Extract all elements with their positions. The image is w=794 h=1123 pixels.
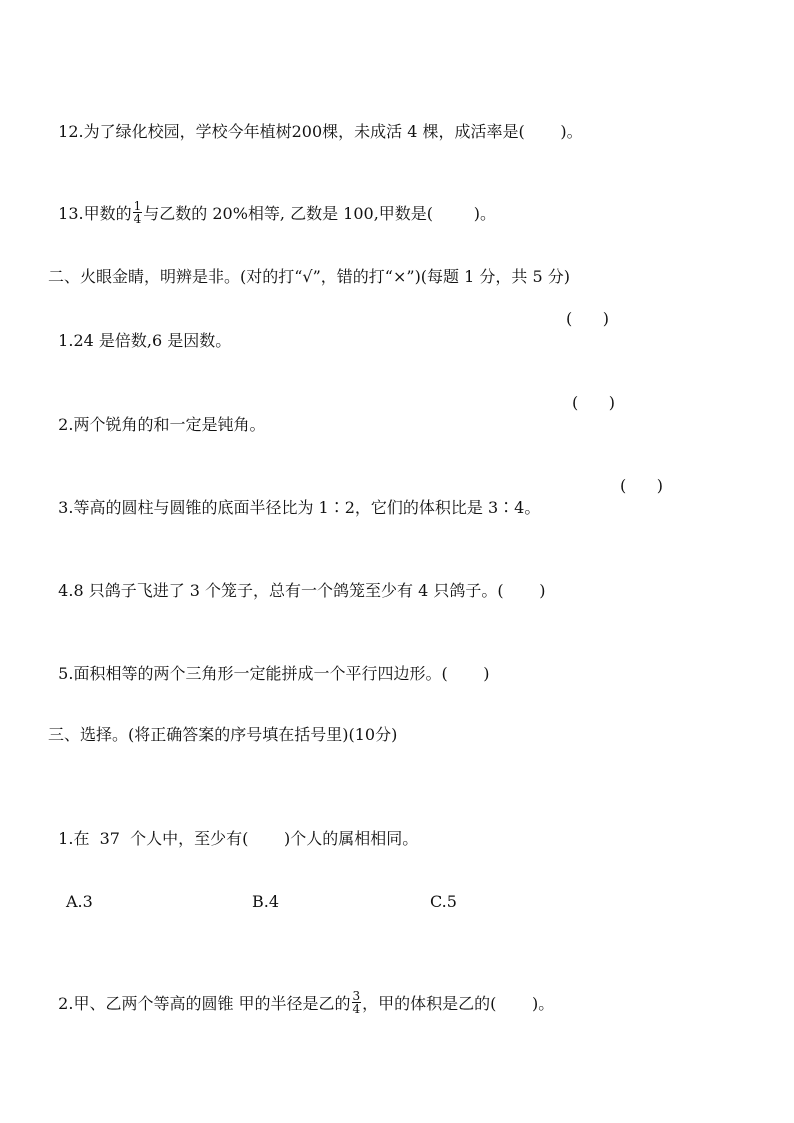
s2-item-1-text: 1.24 是倍数,6 是因数。 (58, 331, 232, 350)
s3-q2-before: 2.甲、乙两个等高的圆锥 甲的半径是乙的 (58, 994, 351, 1013)
s2-item-2-text: 2.两个锐角的和一定是钝角。 (58, 415, 266, 434)
section2-heading: 二、火眼金睛，明辨是非。(对的打“√”，错的打“×”)(每题 1 分，共 5 分) (48, 267, 570, 286)
option-b[interactable]: B.4 (252, 892, 280, 911)
s3-q2-fraction (352, 990, 362, 1015)
q12 (48, 99, 583, 143)
s3-q1-options (0, 891, 794, 913)
q13-before: 13.甲数的 (58, 204, 132, 223)
s2-item-4 (48, 558, 546, 602)
section3-heading: 三、选择。(将正确答案的序号填在括号里)(10分) (48, 725, 398, 744)
s2-item-5-text: 5.面积相等的两个三角形一定能拼成一个平行四边形。( ) (58, 664, 490, 683)
q13 (48, 180, 496, 227)
s2-item-4-text: 4.8 只鸽子飞进了 3 个笼子，总有一个鸽笼至少有 4 只鸽子。( ) (58, 581, 546, 600)
s2-item-1 (48, 308, 609, 374)
q13-fraction (133, 200, 143, 225)
s2-item-2-blank[interactable]: ( ) (572, 393, 615, 412)
option-c[interactable]: C.5 (430, 892, 457, 911)
s3-q1 (48, 806, 418, 850)
q13-after: 与乙数的 20%相等, 乙数是 100,甲数是( )。 (143, 204, 496, 223)
option-a[interactable]: A.3 (66, 892, 93, 911)
s2-item-1-blank[interactable]: ( ) (566, 309, 609, 328)
s2-item-3-blank[interactable]: ( ) (620, 476, 663, 495)
s3-q2-fraction-denominator: 4 (352, 1002, 361, 1016)
q13-fraction-numerator: 1 (133, 199, 142, 213)
q13-fraction-denominator: 4 (133, 212, 142, 226)
q12-text: 12.为了绿化校园，学校今年植树200棵，未成活 4 棵，成活率是( )。 (58, 122, 583, 141)
s3-q2-fraction-numerator: 3 (352, 989, 361, 1003)
s3-q2-after: ，甲的体积是乙的( )。 (362, 994, 555, 1013)
s2-item-3 (48, 475, 663, 541)
s3-q1-text: 1.在 37 个人中，至少有( )个人的属相相同。 (58, 829, 419, 848)
s2-item-5 (48, 641, 490, 685)
s2-item-3-text: 3.等高的圆柱与圆锥的底面半径比为 1∶2，它们的体积比是 3∶4。 (58, 498, 541, 517)
s2-item-2 (48, 392, 615, 458)
s3-q2 (48, 970, 554, 1017)
